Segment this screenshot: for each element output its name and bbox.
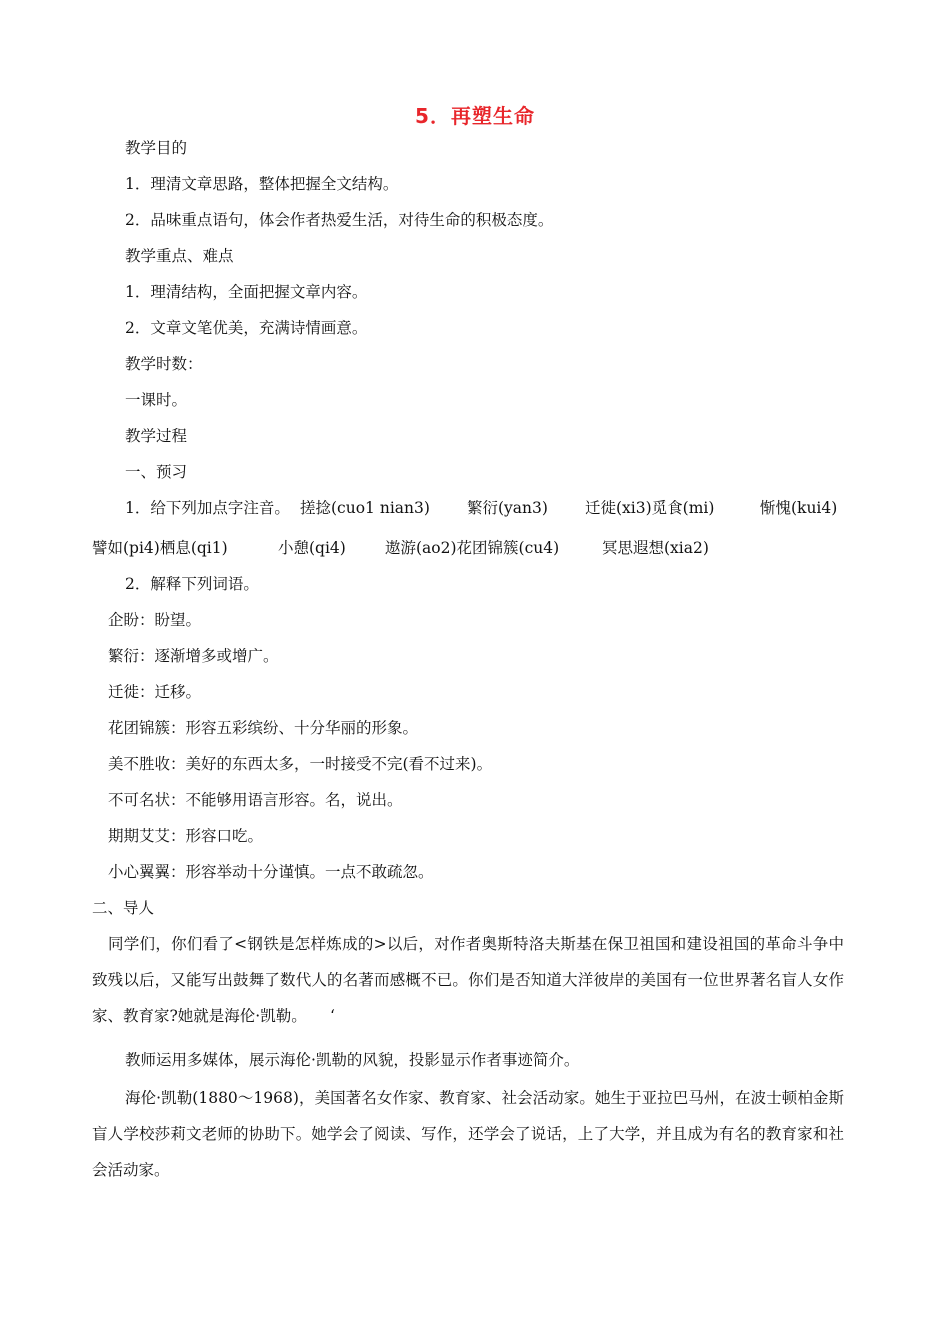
focus-item: 1．理清结构，全面把握文章内容。: [125, 283, 368, 301]
definition-item: 繁衍：逐渐增多或增广。: [108, 647, 279, 665]
process-heading: 教学过程: [125, 427, 188, 445]
definition-item: 期期艾艾：形容口吃。: [108, 827, 264, 845]
pinyin-question-label: 1．给下列加点字注音。: [125, 499, 290, 517]
preview-heading: 一、预习: [125, 463, 188, 481]
definition-item: 不可名状：不能够用语言形容。名，说出。: [108, 791, 403, 809]
definition-item: 迁徙：迁移。: [108, 683, 202, 701]
pinyin-item: 小憩(qi4): [278, 539, 346, 557]
intro-paragraph: 教师运用多媒体，展示海伦·凯勒的风貌，投影显示作者事迹简介。: [125, 1051, 580, 1069]
definition-item: 花团锦簇：形容五彩缤纷、十分华丽的形象。: [108, 719, 419, 737]
pinyin-item: 繁衍(yan3): [467, 499, 548, 517]
intro-heading: 二、导人: [92, 899, 155, 917]
pinyin-item: 譬如(pi4)栖息(qi1): [92, 539, 228, 557]
definition-item: 美不胜收：美好的东西太多，一时接受不完(看不过来)。: [108, 755, 493, 773]
hours-value: 一课时。: [125, 391, 188, 409]
pinyin-item: 迁徙(xi3)觅食(mi): [585, 499, 715, 517]
pinyin-item: 遨游(ao2)花团锦簇(cu4): [385, 539, 560, 557]
pinyin-item: 冥思遐想(xia2): [602, 539, 709, 557]
focus-heading: 教学重点、难点: [125, 247, 234, 265]
definition-item: 小心翼翼：形容举动十分谨慎。一点不敢疏忽。: [108, 863, 434, 881]
objective-item: 1．理清文章思路，整体把握全文结构。: [125, 175, 399, 193]
definition-item: 企盼：盼望。: [108, 611, 202, 629]
hours-heading: 教学时数：: [125, 355, 203, 373]
objective-item: 2．品味重点语句，体会作者热爱生活，对待生命的积极态度。: [125, 211, 554, 229]
focus-item: 2．文章文笔优美，充满诗情画意。: [125, 319, 368, 337]
objectives-heading: 教学目的: [125, 139, 188, 157]
pinyin-item: 搓捻(cuo1 nian3): [300, 499, 430, 517]
intro-paragraph: 同学们，你们看了<钢铁是怎样炼成的>以后，对作者奥斯特洛夫斯基在保卫祖国和建设祖国的革命斗争中致残以后，又能写出鼓舞了数代人的名著而感概不已。你们是否知道大洋彼岸的美国有一位世界著名盲人女作家、教育家?她就是海伦·凯勒。 ‘: [92, 935, 844, 1025]
page-title: 5．再塑生命: [415, 104, 535, 128]
intro-paragraph: 海伦·凯勒(1880～1968)，美国著名女作家、教育家、社会活动家。她生于亚拉巴马州，在波士顿柏金斯盲人学校莎莉文老师的协助下。她学会了阅读、写作，还学会了说话，上了大学，并且成为有名的教育家和社会活动家。: [92, 1089, 844, 1179]
definitions-question-label: 2．解释下列词语。: [125, 575, 259, 593]
pinyin-item: 惭愧(kui4): [760, 499, 838, 517]
